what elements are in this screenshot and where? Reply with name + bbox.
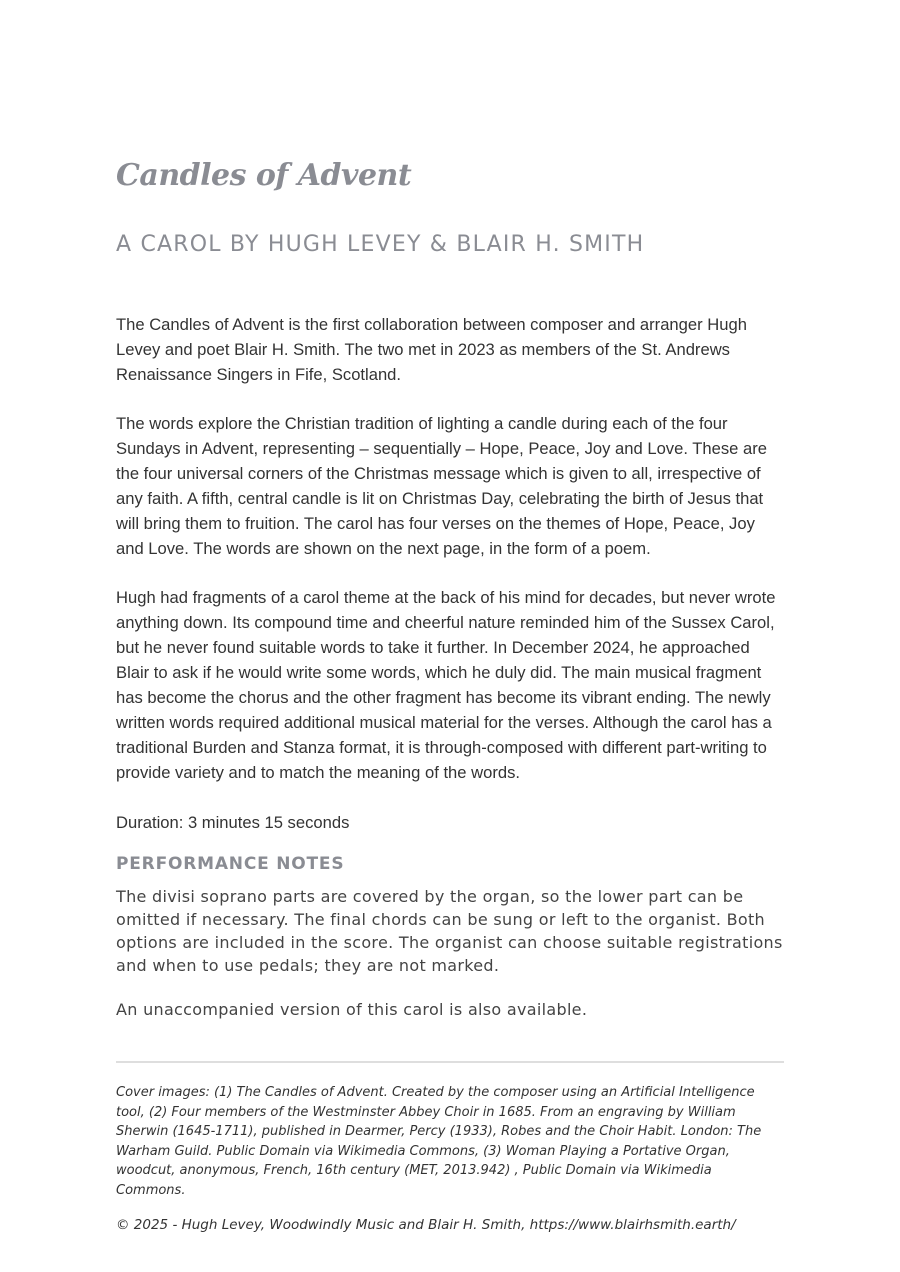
performance-notes-heading: PERFORMANCE NOTES bbox=[116, 854, 345, 874]
footer-divider bbox=[116, 1061, 784, 1063]
page-subtitle: A CAROL BY HUGH LEVEY & BLAIR H. SMITH bbox=[116, 232, 645, 257]
performance-notes-paragraph: The divisi soprano parts are covered by the organ, so the lower part can be omitted if necessary. The final chords can be sung or left to the organist. Both options are included in the score. The organist can choose suitable registrations and when to use pedals; they are not marked. bbox=[116, 887, 783, 975]
intro-paragraph: The Candles of Advent is the first collaboration between composer and arranger Hugh Levey and poet Blair H. Smith. The two met in 2023 as members of the St. Andrews Renaissance Singers in Fife, Scotland. bbox=[116, 315, 747, 384]
page-title: Candles of Advent bbox=[116, 158, 412, 193]
duration-text: Duration: 3 minutes 15 seconds bbox=[116, 813, 350, 832]
intro-paragraph: Hugh had fragments of a carol theme at the back of his mind for decades, but never wrote anything down. Its compound time and cheerful nature reminded him of the Sussex Carol, but he never found suitable words to take it further. In December 2024, he approached Blair to ask if he would write some words, which he duly did. The main musical fragment has become the chorus and the other fragment has become its vibrant ending. The newly written words required additional musical material for the verses. Although the carol has a traditional Burden and Stanza format, it is through-composed with different part-writing to provide variety and to match the meaning of the words. bbox=[116, 588, 776, 782]
image-credits: Cover images: (1) The Candles of Advent. Created by the composer using an Artificial Intelligence tool, (2) Four members of the Westminster Abbey Choir in 1685. From an engraving by William Sherwin (1645-1711), published in Dearmer, Percy (1933), Robes and the Choir Habit. London: The Warham Guild. Public Domain via Wikimedia Commons, (3) Woman Playing a Portative Organ, woodcut, anonymous, French, 16th century (MET, 2013.942) , Public Domain via Wikimedia Commons. bbox=[116, 1085, 762, 1198]
performance-notes-paragraph: An unaccompanied version of this carol is also available. bbox=[116, 1000, 588, 1019]
copyright-notice: © 2025 - Hugh Levey, Woodwindly Music and Blair H. Smith, https://www.blairhsmith.earth/ bbox=[116, 1217, 736, 1233]
intro-paragraph: The words explore the Christian tradition of lighting a candle during each of the four Sundays in Advent, representing – sequentially – Hope, Peace, Joy and Love. These are the four universal corners of the Christmas message which is given to all, irrespective of any faith. A fifth, central candle is lit on Christmas Day, celebrating the birth of Jesus that will bring them to fruition. The carol has four verses on the themes of Hope, Peace, Joy and Love. The words are shown on the next page, in the form of a poem. bbox=[116, 414, 767, 558]
